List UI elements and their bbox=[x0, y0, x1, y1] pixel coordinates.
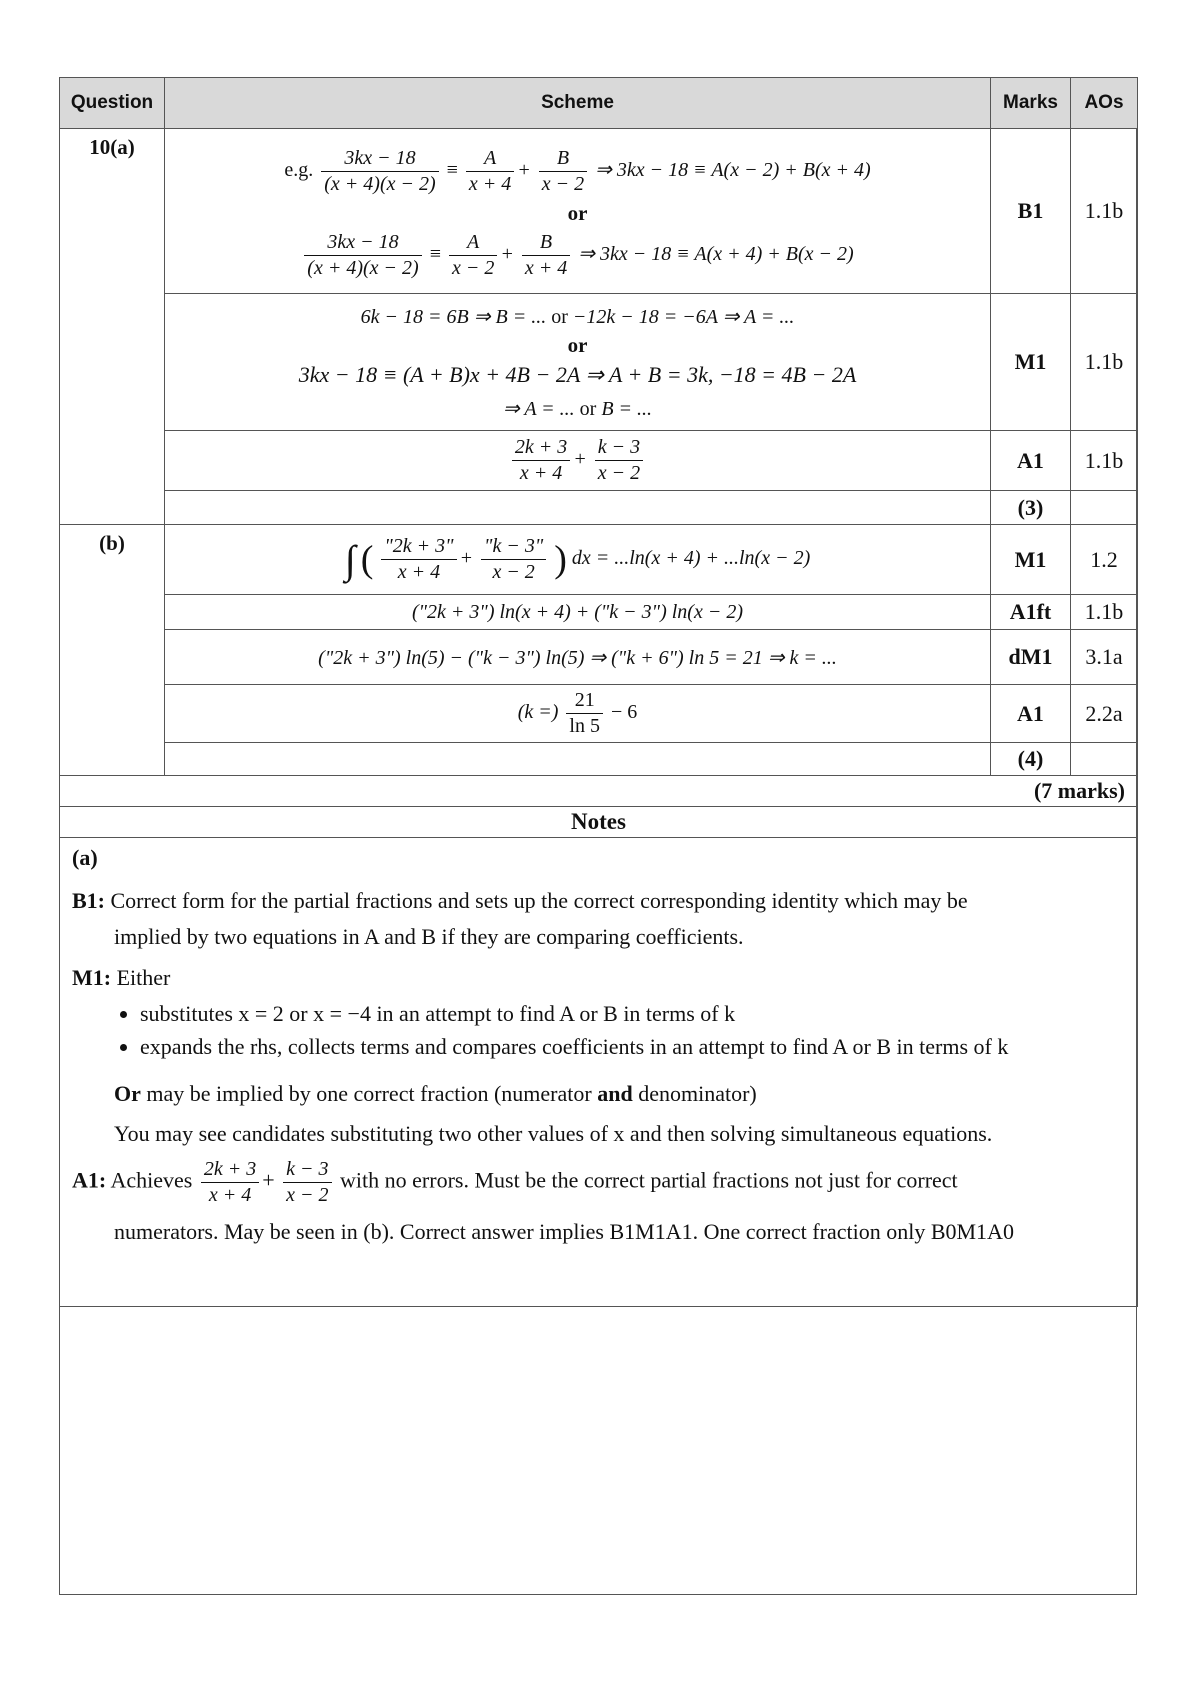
ao-b-m1: 1.2 bbox=[1071, 525, 1138, 595]
table-row bbox=[60, 129, 1138, 294]
fraction: $\frac{B}{x + 4}$ bbox=[522, 230, 570, 281]
header-marks: Marks bbox=[991, 78, 1071, 129]
note-see: You may see candidates substituting two other values of x and then solving simultaneous equations. bbox=[114, 1121, 993, 1147]
mark-b-m1: M1 bbox=[991, 525, 1071, 595]
fraction: $\frac{A}{x + 4}$ bbox=[466, 146, 514, 197]
fraction: $\frac{2k + 3}{x + 4}$ bbox=[201, 1157, 259, 1208]
list-item: • substitutes x = 2 or x = −4 in an attempt to find A or B in terms of k bbox=[140, 1000, 1125, 1029]
fraction: $\frac{B}{x - 2}$ bbox=[539, 146, 587, 197]
scheme-a-a1: $\frac{2k + 3}{x + 4}$ + $\frac{k - 3}{x - 2}$ bbox=[165, 431, 991, 491]
fraction: $\frac{3kx - 18}{(x + 4)(x - 2)}$ bbox=[321, 146, 438, 197]
table-row bbox=[60, 838, 1138, 1307]
ao-m1: 1.1b bbox=[1071, 294, 1138, 431]
header-question: Question bbox=[60, 78, 165, 129]
table-row bbox=[60, 294, 1138, 431]
scheme-a-m1: 6k − 18 = 6B ⇒ B = ... or −12k − 18 = −6A ⇒ A = ... or 3kx − 18 ≡ (A + B)x + 4B − 2A ⇒ A + B = 3k, −18 = 4B − 2A ⇒ A = ... or B = ... bbox=[165, 294, 991, 431]
fraction: $\frac{21}{\ln 5}$ bbox=[566, 688, 603, 739]
mark-b1: B1 bbox=[991, 129, 1071, 294]
mark-b-a1ft: A1ft bbox=[991, 595, 1071, 630]
subtotal-a: (3) bbox=[991, 491, 1071, 525]
or-separator: or bbox=[567, 200, 588, 225]
table-row bbox=[60, 525, 1138, 595]
total-marks: (7 marks) bbox=[60, 776, 1138, 807]
mark-m1: M1 bbox=[991, 294, 1071, 431]
table-row bbox=[60, 743, 1138, 776]
scheme-a-b1: e.g. $\frac{3kx - 18}{(x + 4)(x - 2)}$ ≡ $\frac{A}{x + 4}$ + $\frac{B}{x - 2}$ ⇒ 3kx − 18 ≡ A(x − 2) + B(x + 4) or $\frac{3kx - 18}{(x + 4)(x - 2)}$ ≡ $\frac{A}{x - 2}$ + $\frac{B}{x + 4}$ ⇒ 3kx − 18 ≡ A(x + 4) + B(x − 2) bbox=[165, 129, 991, 294]
table-row bbox=[60, 630, 1138, 685]
ao-b-a1: 2.2a bbox=[1071, 685, 1138, 743]
fraction: $\frac{k - 3}{x - 2}$ bbox=[595, 435, 643, 486]
notes-body bbox=[60, 838, 1138, 1307]
mark-b-a1: A1 bbox=[991, 685, 1071, 743]
note-b1-cont: implied by two equations in A and B if they are comparing coefficients. bbox=[114, 924, 744, 950]
scheme-b-a1: (k =) $\frac{21}{\ln 5}$ − 6 bbox=[165, 685, 991, 743]
table-row bbox=[60, 807, 1138, 838]
table-row bbox=[60, 491, 1138, 525]
note-m1-list bbox=[72, 1000, 1125, 1061]
question-label-b: (b) bbox=[60, 525, 165, 776]
table-row bbox=[60, 595, 1138, 630]
table-row bbox=[60, 776, 1138, 807]
ao-b1: 1.1b bbox=[1071, 129, 1138, 294]
header-scheme: Scheme bbox=[165, 78, 991, 129]
list-item: • expands the rhs, collects terms and compares coefficients in an attempt to find A or B in terms of k bbox=[140, 1033, 1125, 1062]
mark-a1: A1 bbox=[991, 431, 1071, 491]
subtotal-b: (4) bbox=[991, 743, 1071, 776]
note-b1: B1: Correct form for the partial fractions and sets up the correct corresponding identity which may be bbox=[72, 887, 968, 913]
note-or: Or may be implied by one correct fraction (numerator and denominator) bbox=[114, 1080, 757, 1106]
fraction: $\frac{"k - 3"}{x - 2}$ bbox=[481, 534, 546, 585]
table-header-row bbox=[60, 78, 1138, 129]
fraction: $\frac{3kx - 18}{(x + 4)(x - 2)}$ bbox=[304, 230, 421, 281]
table-row bbox=[60, 685, 1138, 743]
scheme-b-a1ft: ("2k + 3") ln(x + 4) + ("k − 3") ln(x − 2) bbox=[165, 595, 991, 630]
notes-part-label: (a) bbox=[72, 845, 98, 870]
fraction: $\frac{2k + 3}{x + 4}$ bbox=[512, 435, 570, 486]
fraction: $\frac{A}{x - 2}$ bbox=[449, 230, 497, 281]
scheme-b-m1: ∫ ( $\frac{"2k + 3"}{x + 4}$ + $\frac{"k - 3"}{x - 2}$ ) dx = ...ln(x + 4) + ...ln(x − 2) bbox=[165, 525, 991, 595]
note-m1: M1: Either bbox=[72, 964, 171, 990]
ao-b-a1ft: 1.1b bbox=[1071, 595, 1138, 630]
scheme-b-dm1: ("2k + 3") ln(5) − ("k − 3") ln(5) ⇒ ("k + 6") ln 5 = 21 ⇒ k = ... bbox=[165, 630, 991, 685]
notes-heading: Notes bbox=[60, 807, 1138, 838]
note-a1-cont: numerators. May be seen in (b). Correct answer implies B1M1A1. One correct fraction only B0M1A0 bbox=[114, 1218, 1014, 1244]
note-a1: A1: Achieves $\frac{2k + 3}{x + 4}$ + $\frac{k - 3}{x - 2}$ with no errors. Must be the correct partial fractions not just for correct bbox=[72, 1157, 958, 1206]
mark-scheme-table bbox=[59, 77, 1138, 1307]
header-aos: AOs bbox=[1071, 78, 1138, 129]
fraction: $\frac{"2k + 3"}{x + 4}$ bbox=[381, 534, 456, 585]
mark-b-dm1: dM1 bbox=[991, 630, 1071, 685]
ao-b-dm1: 3.1a bbox=[1071, 630, 1138, 685]
table-row bbox=[60, 431, 1138, 491]
fraction: $\frac{k - 3}{x - 2}$ bbox=[283, 1157, 331, 1208]
ao-a1: 1.1b bbox=[1071, 431, 1138, 491]
or-separator: or bbox=[567, 332, 588, 357]
question-label-a: 10(a) bbox=[60, 129, 165, 525]
